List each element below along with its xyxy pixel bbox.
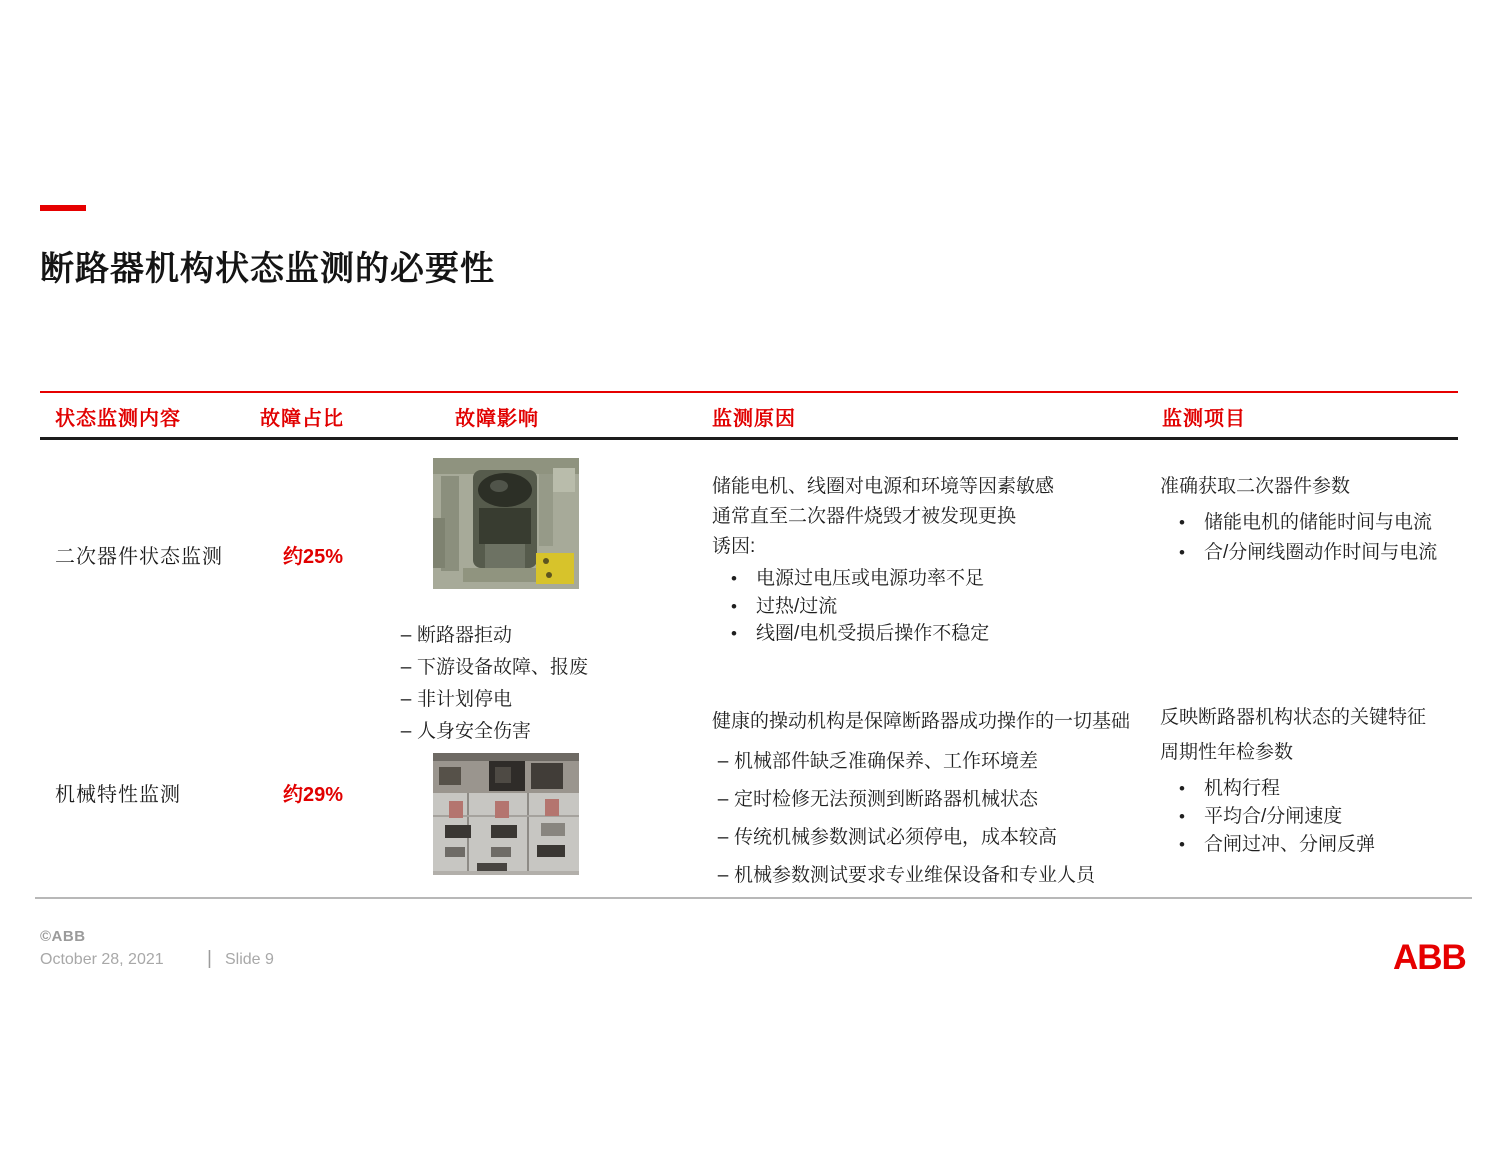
list-item: • 过热/过流 <box>712 593 1172 621</box>
table-top-rule <box>40 391 1458 393</box>
list-item: – 非计划停电 <box>395 684 675 716</box>
row2-content-label: 机械特性监测 <box>55 784 181 806</box>
list-item: • 机构行程 <box>1160 775 1490 803</box>
list-item: – 下游设备故障、报废 <box>395 652 675 684</box>
bullet-marker: • <box>1179 513 1185 532</box>
bullet-marker: • <box>731 624 737 643</box>
list-item: – 机械参数测试要求专业维保设备和专业人员 <box>712 861 1182 890</box>
dash-marker: – <box>400 625 412 646</box>
row1-items-block <box>1160 472 1490 568</box>
list-item: – 传统机械参数测试必须停电，成本较高 <box>712 823 1182 852</box>
text-line: 储能电机、线圈对电源和环境等因素敏感 <box>712 476 1055 497</box>
bullet-marker: • <box>1179 543 1185 562</box>
footer-divider: | <box>207 948 212 969</box>
dash-marker: – <box>400 689 412 710</box>
list-item: • 储能电机的储能时间与电流 <box>1160 508 1490 538</box>
list-item: – 定时检修无法预测到断路器机械状态 <box>712 785 1182 814</box>
col-header-items: 监测项目 <box>1162 408 1246 430</box>
dash-marker: – <box>717 865 729 886</box>
text-line: 准确获取二次器件参数 <box>1160 476 1351 497</box>
footer-date: October 28, 2021 <box>40 951 164 968</box>
abb-logo: ABB <box>1393 938 1466 977</box>
list-item: • 电源过电压或电源功率不足 <box>712 565 1172 593</box>
col-header-fault-share: 故障占比 <box>260 408 344 430</box>
text-line: 周期性年检参数 <box>1160 742 1294 763</box>
burnt-secondary-coil-photo <box>433 458 579 589</box>
list-item: – 断路器拒动 <box>395 620 675 652</box>
row2-fault-share: 约29% <box>283 784 344 806</box>
text-line: 通常直至二次器件烧毁才被发现更换 <box>712 506 1017 527</box>
text-line: 反映断路器机构状态的关键特征 <box>1160 707 1427 728</box>
bullet-marker: • <box>731 596 737 616</box>
text-line: 诱因: <box>712 536 756 557</box>
row2-reason-block <box>712 706 1182 890</box>
bullet-marker: • <box>1179 835 1185 854</box>
table-header-rule <box>40 437 1458 440</box>
text-line: 健康的操动机构是保障断路器成功操作的一切基础 <box>712 711 1131 732</box>
row1-reason-block <box>712 472 1172 648</box>
footer-slide-number: Slide 9 <box>225 951 274 968</box>
col-header-reason: 监测原因 <box>712 408 796 430</box>
list-item: – 人身安全伤害 <box>395 716 675 748</box>
list-item: • 线圈/电机受损后操作不稳定 <box>712 620 1172 648</box>
dash-marker: – <box>400 657 412 678</box>
dash-marker: – <box>717 789 729 810</box>
dash-marker: – <box>717 751 729 772</box>
list-item: • 合/分闸线圈动作时间与电流 <box>1160 538 1490 568</box>
list-item: • 合闸过冲、分闸反弹 <box>1160 831 1490 859</box>
row1-fault-share: 约25% <box>283 546 344 568</box>
dash-marker: – <box>717 827 729 848</box>
row1-content-label: 二次器件状态监测 <box>55 546 223 568</box>
page-title: 断路器机构状态监测的必要性 <box>40 250 495 288</box>
bullet-marker: • <box>1179 779 1185 798</box>
list-item: • 平均合/分闸速度 <box>1160 803 1490 831</box>
list-item: – 机械部件缺乏准确保养、工作环境差 <box>712 747 1182 776</box>
col-header-fault-impact: 故障影响 <box>455 408 539 430</box>
burnt-switchgear-photo <box>433 753 579 875</box>
title-accent-dash <box>40 205 86 211</box>
row2-items-block <box>1160 700 1490 859</box>
bullet-marker: • <box>1179 807 1185 826</box>
fault-impact-list <box>395 620 675 748</box>
footer-rule <box>35 897 1472 899</box>
dash-marker: – <box>400 721 412 742</box>
col-header-content: 状态监测内容 <box>55 408 181 430</box>
footer-copyright: ©ABB <box>40 928 86 945</box>
bullet-marker: • <box>731 569 737 588</box>
